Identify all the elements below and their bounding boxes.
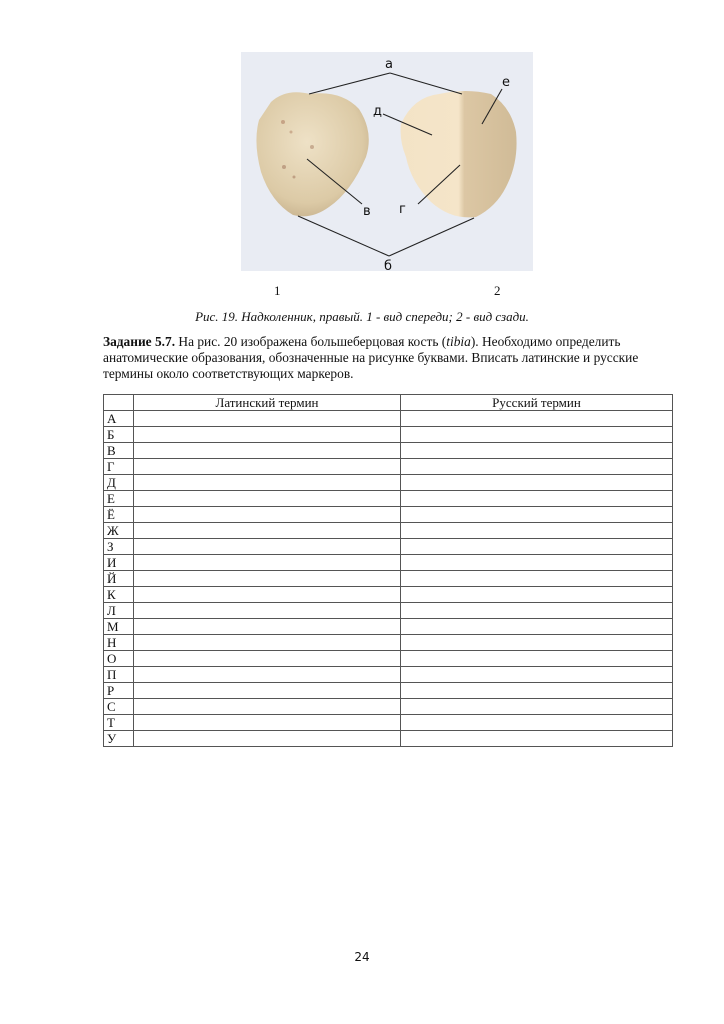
task-term: tibia — [446, 334, 471, 349]
row-letter: Ж — [104, 523, 134, 539]
latin-term-cell[interactable] — [134, 507, 401, 523]
row-letter: Й — [104, 571, 134, 587]
russian-term-cell[interactable] — [401, 491, 673, 507]
row-letter: И — [104, 555, 134, 571]
header-russian: Русский термин — [401, 395, 673, 411]
table-row — [104, 635, 673, 651]
task-paragraph — [103, 334, 673, 382]
latin-term-cell[interactable] — [134, 651, 401, 667]
patella-illustration — [241, 52, 533, 271]
row-letter: О — [104, 651, 134, 667]
row-letter: Е — [104, 491, 134, 507]
latin-term-cell[interactable] — [134, 427, 401, 443]
table-row — [104, 571, 673, 587]
russian-term-cell[interactable] — [401, 731, 673, 747]
latin-term-cell[interactable] — [134, 715, 401, 731]
table-row — [104, 475, 673, 491]
latin-term-cell[interactable] — [134, 411, 401, 427]
latin-term-cell[interactable] — [134, 731, 401, 747]
table-row — [104, 459, 673, 475]
russian-term-cell[interactable] — [401, 523, 673, 539]
russian-term-cell[interactable] — [401, 539, 673, 555]
latin-term-cell[interactable] — [134, 523, 401, 539]
view-number-1: 1 — [274, 283, 281, 298]
row-letter: Д — [104, 475, 134, 491]
row-letter: А — [104, 411, 134, 427]
label-e: е — [502, 75, 510, 90]
page-number: 24 — [354, 950, 370, 964]
table-row — [104, 699, 673, 715]
russian-term-cell[interactable] — [401, 635, 673, 651]
latin-term-cell[interactable] — [134, 603, 401, 619]
label-a: а — [385, 57, 393, 72]
table-row — [104, 507, 673, 523]
row-letter: Б — [104, 427, 134, 443]
row-letter: М — [104, 619, 134, 635]
row-letter: В — [104, 443, 134, 459]
russian-term-cell[interactable] — [401, 571, 673, 587]
table-row — [104, 731, 673, 747]
table-row — [104, 411, 673, 427]
header-letter — [104, 395, 134, 411]
header-latin: Латинский термин — [134, 395, 401, 411]
russian-term-cell[interactable] — [401, 699, 673, 715]
table-row — [104, 491, 673, 507]
latin-term-cell[interactable] — [134, 699, 401, 715]
table-row — [104, 651, 673, 667]
row-letter: К — [104, 587, 134, 603]
latin-term-cell[interactable] — [134, 539, 401, 555]
table-row — [104, 715, 673, 731]
table-row — [104, 603, 673, 619]
russian-term-cell[interactable] — [401, 507, 673, 523]
row-letter: З — [104, 539, 134, 555]
label-d: д — [373, 104, 382, 119]
row-letter: Р — [104, 683, 134, 699]
latin-term-cell[interactable] — [134, 555, 401, 571]
row-letter: У — [104, 731, 134, 747]
latin-term-cell[interactable] — [134, 459, 401, 475]
label-b: б — [384, 259, 393, 271]
russian-term-cell[interactable] — [401, 603, 673, 619]
table-row — [104, 523, 673, 539]
latin-term-cell[interactable] — [134, 443, 401, 459]
table-header-row — [104, 395, 673, 411]
table-row — [104, 539, 673, 555]
label-v: в — [363, 204, 371, 219]
figure-caption: Рис. 19. Надколенник, правый. 1 - вид спереди; 2 - вид сзади. — [195, 309, 529, 324]
view-number-2: 2 — [494, 283, 501, 298]
russian-term-cell[interactable] — [401, 555, 673, 571]
russian-term-cell[interactable] — [401, 475, 673, 491]
table-row — [104, 555, 673, 571]
latin-term-cell[interactable] — [134, 619, 401, 635]
russian-term-cell[interactable] — [401, 651, 673, 667]
table-row — [104, 587, 673, 603]
task-text-1: На рис. 20 изображена большеберцовая кость ( — [175, 334, 447, 349]
row-letter: П — [104, 667, 134, 683]
russian-term-cell[interactable] — [401, 411, 673, 427]
latin-term-cell[interactable] — [134, 683, 401, 699]
russian-term-cell[interactable] — [401, 427, 673, 443]
russian-term-cell[interactable] — [401, 619, 673, 635]
table-row — [104, 667, 673, 683]
row-letter: Т — [104, 715, 134, 731]
latin-term-cell[interactable] — [134, 587, 401, 603]
table-row — [104, 443, 673, 459]
table-row — [104, 427, 673, 443]
label-g: г — [399, 202, 406, 217]
russian-term-cell[interactable] — [401, 587, 673, 603]
row-letter: Г — [104, 459, 134, 475]
terms-table — [103, 394, 673, 747]
task-text-2: ). Необходимо определить анатомические образования, обозначенные на рисунке буквами. Вписать латинские и русские термины около соответствующих маркеров. — [103, 334, 639, 381]
latin-term-cell[interactable] — [134, 475, 401, 491]
russian-term-cell[interactable] — [401, 715, 673, 731]
table-row — [104, 683, 673, 699]
table-row — [104, 619, 673, 635]
russian-term-cell[interactable] — [401, 443, 673, 459]
latin-term-cell[interactable] — [134, 667, 401, 683]
russian-term-cell[interactable] — [401, 683, 673, 699]
row-letter: Н — [104, 635, 134, 651]
latin-term-cell[interactable] — [134, 491, 401, 507]
latin-term-cell[interactable] — [134, 571, 401, 587]
row-letter: Л — [104, 603, 134, 619]
row-letter: С — [104, 699, 134, 715]
row-letter: Ё — [104, 507, 134, 523]
latin-term-cell[interactable] — [134, 635, 401, 651]
russian-term-cell[interactable] — [401, 667, 673, 683]
task-title: Задание 5.7. — [103, 334, 176, 349]
russian-term-cell[interactable] — [401, 459, 673, 475]
patella-figure — [241, 52, 533, 271]
